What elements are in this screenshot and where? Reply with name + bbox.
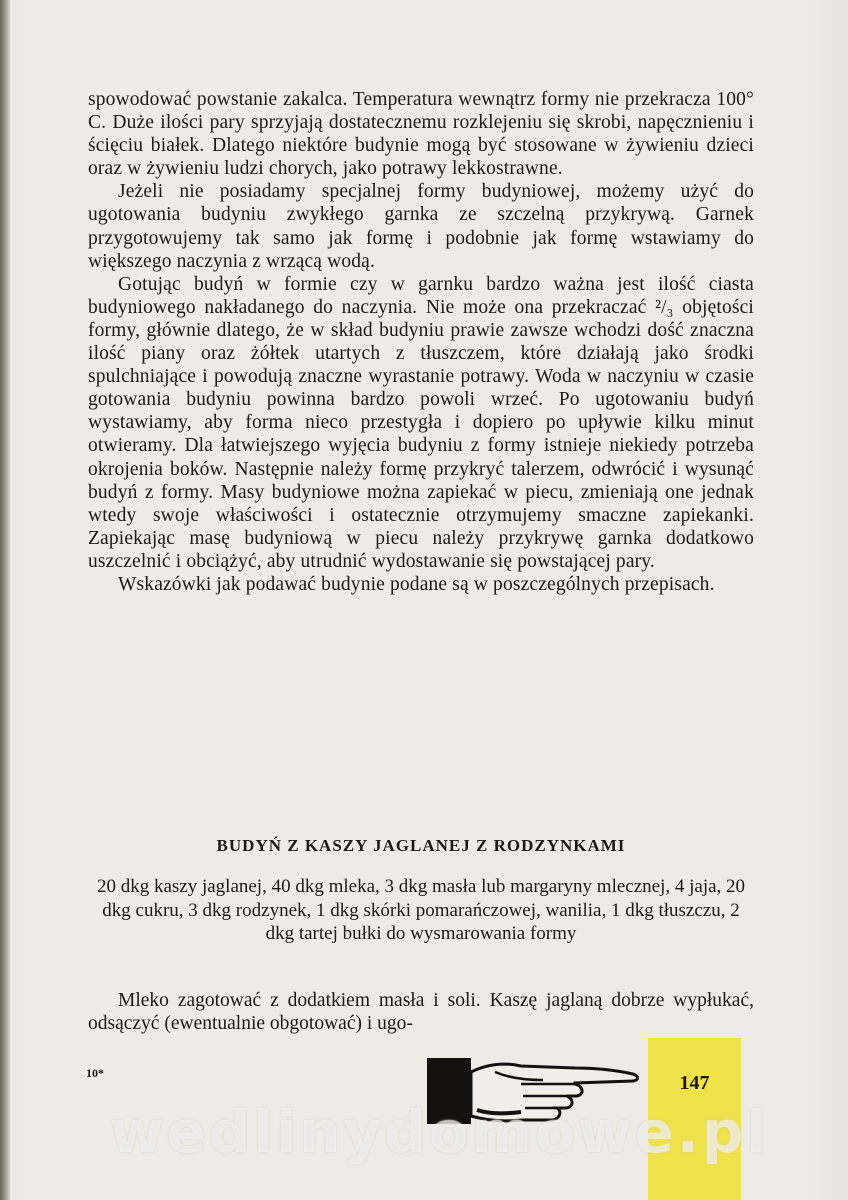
paragraph-4: Wskazówki jak podawać budynie podane są w poszczególnych przepisach.: [118, 573, 715, 595]
paragraph-3: Gotując budyń w formie czy w garnku bardzo ważna jest ilość ciasta budyniowego nakładanego do naczynia. Nie może ona przekraczać ²/₃ objętości formy, głównie dlatego, że w skład budyniu prawie zawsze wchodzi dość znaczna ilość piany oraz żółtek utartych z tłuszczem, które działają jako środki spulchniające i powodują znaczne wyrastanie potrawy. Woda w naczyniu w czasie gotowania budyniu powinna bardzo powoli wrzeć. Po ugotowaniu budyń wystawiamy, aby forma nieco przestygła i dopiero po upływie kilku minut otwieramy. Dla łatwiejszego wyjęcia budyniu z formy istnieje niekiedy potrzeba okrojenia boków. Następnie należy formę przykryć talerzem, odwrócić i wysunąć budyń z formy. Masy budyniowe można zapiekać w piecu, zmieniają one jednak wtedy swoje właściwości i ostatecznie otrzymujemy smaczne zapiekanki. Zapiekając masę budyniową w piecu należy przykrywę garnka dodatkowo uszczelnić i obciążyć, aby utrudnić wydostawanie się powstającej pary.: [88, 273, 754, 572]
page-number: 147: [679, 1072, 710, 1094]
paragraph-2: Jeżeli nie posiadamy specjalnej formy budyniowej, możemy użyć do ugotowania budyniu zwykłego garnka ze szczelną przykrywą. Garnek przygotowujemy tak samo jak formę i podobnie jak formę wstawiamy do większego naczynia z wrzącą wodą.: [88, 181, 754, 272]
watermark: wedlinydomowe.pl: [110, 1098, 770, 1166]
recipe-title: BUDYŃ Z KASZY JAGLANEJ Z RODZYNKAMI: [216, 836, 626, 855]
binding-gutter: [0, 0, 10, 1200]
method-paragraph: Mleko zagotować z dodatkiem masła i soli. Kaszę jaglaną dobrze wypłukać, odsączyć (ewentualnie obgotować) i ugo-: [88, 990, 754, 1035]
body-text: [88, 88, 754, 596]
recipe-method: [88, 989, 754, 1035]
recipe-ingredients: 20 dkg kaszy jaglanej, 40 dkg mleka, 3 dkg masła lub margaryny mlecznej, 4 jaja, 20 dkg cukru, 3 dkg rodzynek, 1 dkg skórki pomarańczowej, wanilia, 1 dkg tłuszczu, 2 dkg tartej bułki do wysmarowania formy: [96, 876, 746, 944]
paragraph-1: spowodować powstanie zakalca. Temperatura wewnątrz formy nie przekracza 100° C. Duże ilości pary sprzyjają dostatecznemu rozklejeniu się skrobi, napęcznieniu i ścięciu białek. Dlatego niektóre budynie mogą być stosowane w żywieniu dzieci oraz w żywieniu ludzi chorych, jako potrawy lekkostrawne.: [88, 89, 754, 180]
printer-signature: 10*: [86, 1066, 104, 1080]
